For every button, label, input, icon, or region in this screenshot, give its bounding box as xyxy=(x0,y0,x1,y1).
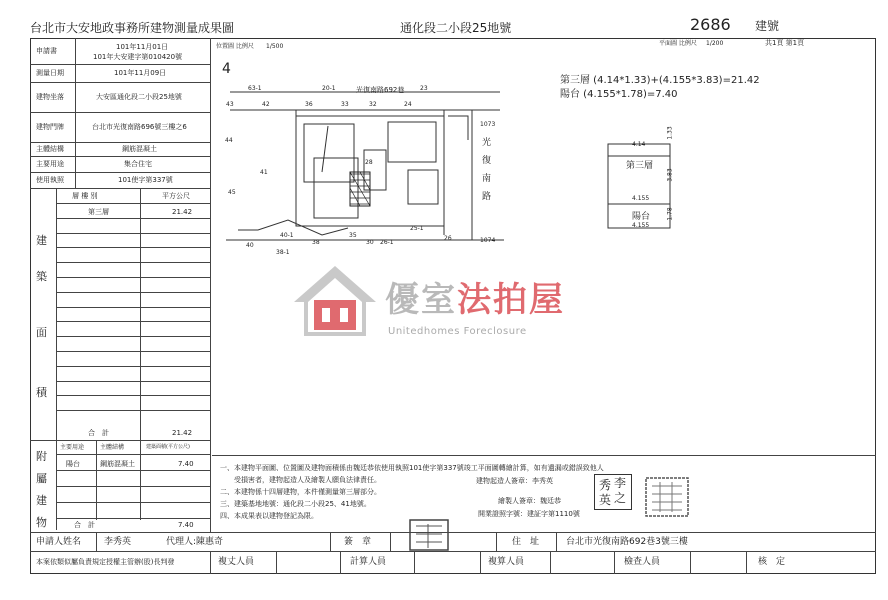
info-label-structure: 主體結構 xyxy=(36,145,64,153)
parcel-label: 33 xyxy=(341,101,349,108)
area-side-label-3: 面 xyxy=(36,326,47,339)
footer-address-label: 住 址 xyxy=(512,537,540,547)
area-row-floor: 第三層 xyxy=(88,208,109,216)
info-value-structure: 鋼筋混凝土 xyxy=(122,145,157,153)
house-logo-icon xyxy=(290,262,380,342)
parcel-label: 20-1 xyxy=(322,85,336,92)
footer-calculator: 計算人員 xyxy=(350,557,387,567)
road-label-4: 路 xyxy=(482,192,492,202)
info-value-survey-date: 101年11月09日 xyxy=(114,69,167,77)
parcel-label: 32 xyxy=(369,101,377,108)
footer-applicant-label: 申請人姓名 xyxy=(36,537,82,547)
stamp-seal-icon xyxy=(408,518,450,552)
parcel-label: 24 xyxy=(404,101,412,108)
annex-row-use: 陽台 xyxy=(66,460,80,468)
parcel-label: 1073 xyxy=(480,121,496,128)
parcel-label: 30 xyxy=(366,239,374,246)
plan-room-balcony: 陽台 xyxy=(632,212,651,222)
parcel-label: 26-1 xyxy=(380,239,394,246)
road-label-3: 南 xyxy=(482,174,492,184)
footer-address: 台北市光復南路692巷3號三樓 xyxy=(566,537,688,547)
parcel-label: 43 xyxy=(226,101,234,108)
info-value-usage: 集合住宅 xyxy=(124,160,152,168)
footer-checker: 複算人員 xyxy=(488,557,525,567)
watermark-text xyxy=(385,280,565,320)
calc-line-floor: 第三層 (4.14*1.33)+(4.155*3.83)=21.42 xyxy=(560,75,760,86)
info-label-application: 申請書 xyxy=(36,47,57,55)
building-number: 2686 xyxy=(690,15,731,34)
footer-reviewer: 複丈人員 xyxy=(218,557,255,567)
note-2: 二、本建物係十四層建物，本件僅測量第三層部分。 xyxy=(220,488,381,496)
parcel-label: 40-1 xyxy=(280,232,294,239)
footer-stamp-label: 簽 章 xyxy=(344,537,372,547)
parcel-label: 38 xyxy=(312,239,320,246)
parcel-label: 38-1 xyxy=(276,249,290,256)
parcel-label: 40 xyxy=(246,242,254,249)
official-seal-icon xyxy=(644,476,690,518)
parcel-label: 44 xyxy=(225,137,233,144)
plan-dim-bottom: 4.155 xyxy=(632,222,650,229)
license-number: 開業證照字號：建証字第1110號 xyxy=(478,510,580,518)
location-map-label: 位置圖 比例尺 xyxy=(216,43,254,50)
note-1b: 受損害者，建物起造人及繪製人願負法律責任。 xyxy=(220,476,381,484)
note-4: 四、本成果表以建物登記為限。 xyxy=(220,512,318,520)
note-3: 三、建築基地地號：通化段二小段25、41地號。 xyxy=(220,500,371,508)
info-value-address: 台北市光復南路696號三樓之6 xyxy=(92,123,187,131)
road-label-1: 光 xyxy=(482,138,492,148)
watermark-part1: 優室 xyxy=(385,280,457,320)
parcel-label: 26 xyxy=(444,235,452,242)
info-label-location: 建物坐落 xyxy=(36,93,64,101)
parcel-label: 42 xyxy=(262,101,270,108)
area-col-area: 平方公尺 xyxy=(162,192,190,200)
watermark-part2: 法拍屋 xyxy=(457,280,565,320)
plan-dim-mid: 4.155 xyxy=(632,195,650,202)
office-title: 台北市大安地政事務所建物測量成果圖 xyxy=(30,21,235,35)
watermark-english: Unitedhomes Foreclosure xyxy=(388,326,527,337)
area-total-value: 21.42 xyxy=(172,429,193,437)
area-col-floor: 層 樓 別 xyxy=(72,192,98,200)
annex-side-label-1: 附 xyxy=(36,450,47,463)
plan-scale-value: 1/200 xyxy=(706,40,724,47)
annex-col-use: 主要用途 xyxy=(60,444,85,451)
info-value-application-2: 101年大安建字第010420號 xyxy=(93,53,183,61)
footer-inspector: 檢查人員 xyxy=(624,557,661,567)
parcel-label: 23 xyxy=(420,85,428,92)
drafter-signature: 繪製人簽章：魏廷恭 xyxy=(498,497,561,505)
building-number-suffix: 建號 xyxy=(755,19,780,33)
seal-stamp-icon: 秀 李 英 之 xyxy=(594,474,632,510)
annex-side-label-3: 建 xyxy=(36,494,47,507)
footer-approve: 核 定 xyxy=(758,557,786,567)
area-total-label: 合 計 xyxy=(88,429,109,437)
annex-col-area: 建築面積(平方公尺) xyxy=(146,444,190,450)
footer-note: 本案依類似屬負責規定授權主管辦(股)長判發 xyxy=(36,558,175,566)
footer-agent: 代理人:陳惠奇 xyxy=(166,537,224,547)
annex-col-structure: 主體結構 xyxy=(100,444,125,451)
area-row-value: 21.42 xyxy=(172,208,193,216)
land-section: 通化段二小段25地號 xyxy=(400,21,512,35)
calc-line-balcony: 陽台 (4.155*1.78)=7.40 xyxy=(560,89,678,100)
plan-dim-right3: 1.78 xyxy=(666,207,674,221)
info-label-address: 建物門牌 xyxy=(36,123,64,131)
area-side-label-2: 築 xyxy=(36,270,47,283)
parcel-label: 41 xyxy=(260,169,268,176)
info-label-usage: 主要用途 xyxy=(36,160,64,168)
plan-room-floor: 第三層 xyxy=(626,161,654,171)
annex-total-label: 合 計 xyxy=(74,521,95,529)
footer-applicant: 李秀英 xyxy=(104,537,132,547)
plan-dim-right1: 1.33 xyxy=(666,126,674,140)
parcel-label: 25-1 xyxy=(410,225,424,232)
plan-dim-top: 4.14 xyxy=(632,141,646,148)
annex-row-area: 7.40 xyxy=(178,460,194,468)
plan-dim-right2: 3.83 xyxy=(666,168,674,182)
parcel-label: 28 xyxy=(365,159,373,166)
annex-side-label-4: 物 xyxy=(36,516,47,529)
north-arrow-icon: 4 xyxy=(222,61,231,77)
annex-total-value: 7.40 xyxy=(178,521,194,529)
parcel-label: 63-1 xyxy=(248,85,262,92)
note-1: 一、本建物平面圖、位置圖及建物面積係由魏廷恭依使用執照101使字第337號竣工平面圖轉繪計算，如有遺漏或錯誤致他人 xyxy=(220,464,604,472)
info-value-application-1: 101年11月01日 xyxy=(116,43,169,51)
annex-row-structure: 鋼筋混凝土 xyxy=(100,460,135,468)
parcel-label: 45 xyxy=(228,189,236,196)
annex-side-label-2: 屬 xyxy=(36,472,47,485)
parcel-label: 35 xyxy=(349,232,357,239)
page-info: 共1頁 第1頁 xyxy=(765,39,805,47)
plan-scale-label: 平面圖 比例尺 xyxy=(659,40,697,47)
builder-signature: 建物起造人簽章：李秀英 xyxy=(476,477,553,485)
parcel-label: 1074 xyxy=(480,237,496,244)
info-value-location: 大安區通化段二小段25地號 xyxy=(96,93,182,101)
area-side-label-4: 積 xyxy=(36,386,47,399)
lane-label: 光復南路692巷 xyxy=(356,86,405,94)
parcel-label: 36 xyxy=(305,101,313,108)
info-label-survey-date: 測量日期 xyxy=(36,69,64,77)
info-label-license: 使用執照 xyxy=(36,176,64,184)
area-side-label-1: 建 xyxy=(36,234,47,247)
location-map-scale: 1/500 xyxy=(266,43,284,50)
left-panel-divider xyxy=(210,38,211,532)
info-value-license: 101使字第337號 xyxy=(118,176,173,184)
road-label-2: 復 xyxy=(482,156,492,166)
